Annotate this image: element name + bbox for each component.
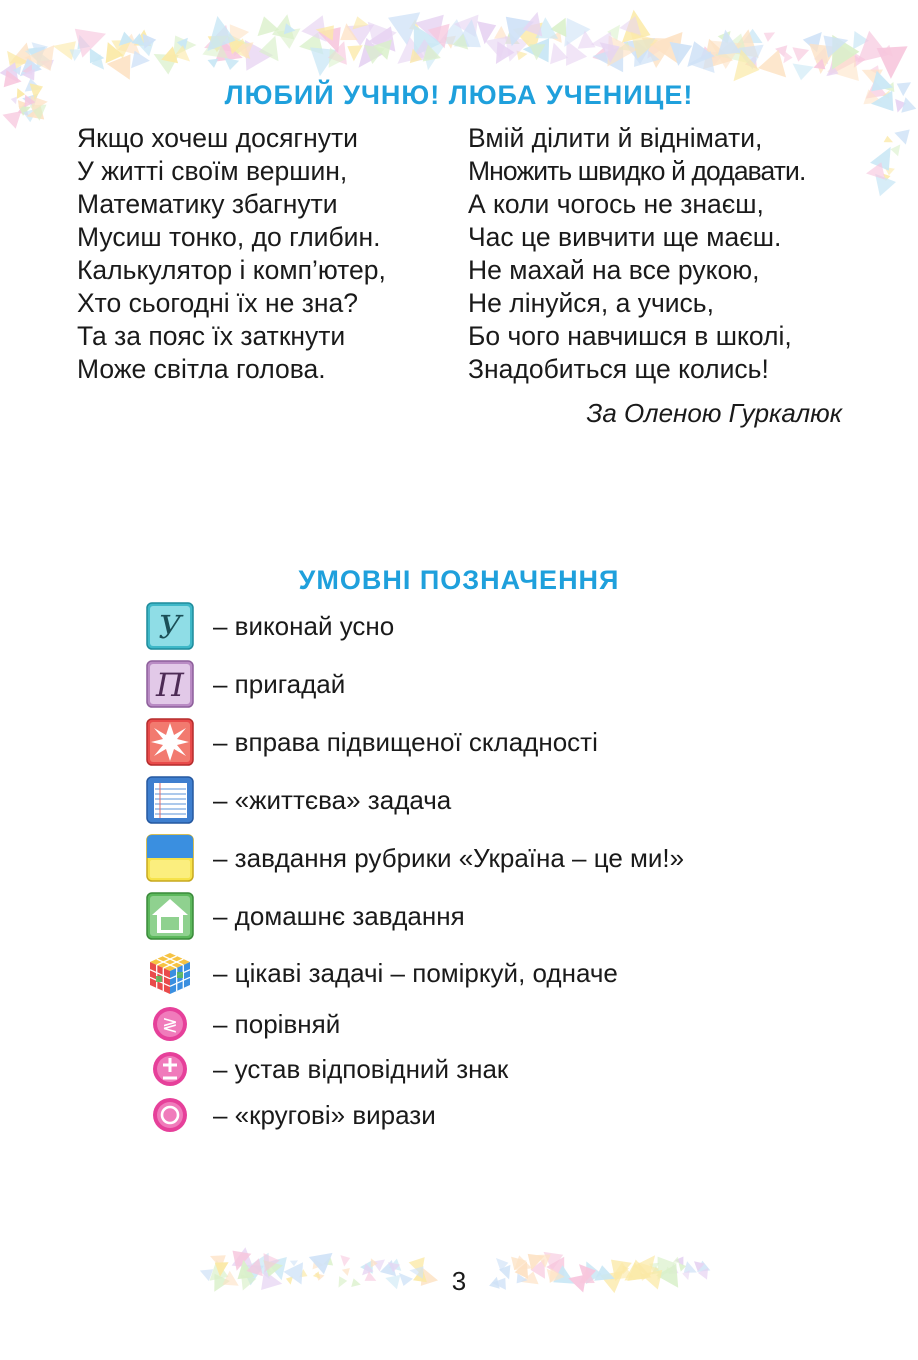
poem-line: Математику збагнути <box>77 189 338 219</box>
remember-icon <box>146 660 194 708</box>
decor-triangle <box>3 111 22 129</box>
legend-text: – устав відповідний знак <box>213 1053 509 1084</box>
legend-item-ukraine <box>146 834 684 882</box>
poem-line: Час це вивчити ще маєш. <box>468 222 782 252</box>
legend-text: – вправа підвищеної складності <box>213 726 598 757</box>
page-number: 3 <box>451 1266 467 1296</box>
svg-text:У: У <box>158 608 182 646</box>
rubiks-cube-icon <box>146 949 194 997</box>
legend-item-compare <box>146 1000 340 1048</box>
notebook-icon <box>146 776 194 824</box>
poem-line: Може світла голова. <box>77 354 326 384</box>
decor-triangle <box>793 64 814 81</box>
poem-line: Калькулятор і комп’ютер, <box>77 255 386 285</box>
svg-text:≷: ≷ <box>162 1014 178 1036</box>
poem-line: Якщо хочеш досягнути <box>77 123 358 153</box>
poem-line: Бо чого навчишся в школі, <box>468 321 792 351</box>
legend-text: – пригадай <box>213 668 346 699</box>
legend-text: – завдання рубрики «Україна – це ми!» <box>213 842 685 873</box>
poem-title: ЛЮБИЙ УЧНЮ! ЛЮБА УЧЕНИЦЕ! <box>224 80 694 110</box>
poem-column-right <box>468 122 805 386</box>
hard-exercise-icon <box>146 718 194 766</box>
legend-text: – «життєва» задача <box>213 784 452 815</box>
sign-icon <box>146 1045 194 1093</box>
legend-text: – виконай усно <box>213 610 395 641</box>
legend-text: – домашнє завдання <box>213 900 465 931</box>
decor-triangle <box>764 32 775 42</box>
home-icon <box>146 892 194 940</box>
oral-task-icon <box>146 602 194 650</box>
legend-title: УМОВНІ ПОЗНАЧЕННЯ <box>298 565 620 595</box>
legend-item-remember <box>146 660 345 708</box>
poem-line: Та за пояс їх заткнути <box>77 321 346 351</box>
decor-triangle <box>347 45 362 61</box>
poem-line: Вмій ділити й віднімати, <box>468 123 763 153</box>
legend-text: – «кругові» вирази <box>213 1099 436 1130</box>
circle-icon <box>146 1091 194 1139</box>
decor-triangle <box>884 136 893 143</box>
decor-triangle <box>340 1255 350 1266</box>
poem-line: Хто сьогодні їх не зна? <box>77 288 358 318</box>
legend-item-hard <box>146 718 598 766</box>
poem-line: Не махай на все рукою, <box>468 255 760 285</box>
legend-item-life-task <box>146 776 451 824</box>
legend-item-circle <box>146 1091 436 1139</box>
svg-text:П: П <box>156 666 184 704</box>
poem-line: Мусиш тонко, до глибин. <box>77 222 381 252</box>
decor-triangle <box>224 58 239 70</box>
poem-author: За Оленою Гуркалюк <box>586 398 842 428</box>
ukraine-flag-icon <box>146 834 194 882</box>
poem-column-left <box>77 122 386 386</box>
decor-triangle <box>673 1257 680 1263</box>
compare-icon <box>146 1000 194 1048</box>
legend-text: – порівняй <box>213 1008 341 1039</box>
decor-triangle <box>792 47 809 61</box>
poem-line: А коли чогось не знаєш, <box>468 189 764 219</box>
poem-line: Множить швидко й додавати. <box>468 156 806 186</box>
legend-text: – цікаві задачі – поміркуй, одначе <box>213 957 618 988</box>
decor-triangle <box>891 144 901 156</box>
poem-line: Не лінуйся, а учись, <box>468 288 714 318</box>
legend-item-homework <box>146 892 465 940</box>
poem-line: Знадобиться ще колись! <box>468 354 769 384</box>
legend-item-puzzle <box>146 949 618 997</box>
legend-item-oral <box>146 602 394 650</box>
poem-line: У житті своїм вершин, <box>77 156 348 186</box>
legend-item-sign <box>146 1045 508 1093</box>
decor-triangle <box>208 59 219 68</box>
decor-triangle <box>894 130 909 145</box>
